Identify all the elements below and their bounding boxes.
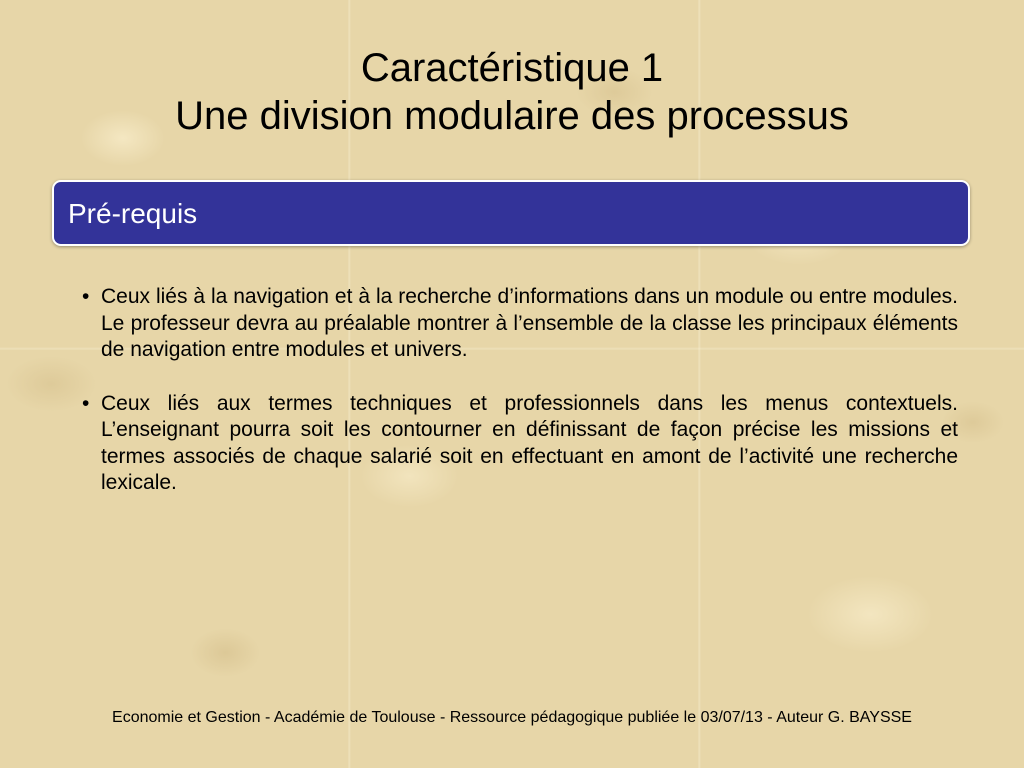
bullet-marker: • [82, 391, 90, 415]
bullet-text: Ceux liés aux termes techniques et professionnels dans les menus contextuels. L’enseignant pourra soit les contourner en définissant de façon précise les missions et termes associés de chaque salarié soit en effectuant en amont de l’activité une recherche lexicale. [101, 391, 958, 494]
bullet-item [82, 391, 958, 497]
slide-title-line-2: Une division modulaire des processus [175, 94, 849, 138]
bullet-item [82, 284, 958, 364]
slide-footer: Economie et Gestion - Académie de Toulouse - Ressource pédagogique publiée le 03/07/13 - Auteur G. BAYSSE [112, 709, 912, 726]
bullet-text: Ceux liés à la navigation et à la recherche d’informations dans un module ou entre modules. Le professeur devra au préalable montrer à l’ensemble de la classe les principaux éléments de navigation entre modules et univers. [101, 285, 958, 361]
slide-title-line-1: Caractéristique 1 [360, 46, 664, 90]
bullet-list [82, 284, 958, 524]
section-header-label: Pré-requis [68, 198, 198, 229]
slide-title [0, 44, 1024, 140]
section-header-box [52, 180, 970, 246]
bullet-marker: • [82, 285, 90, 308]
